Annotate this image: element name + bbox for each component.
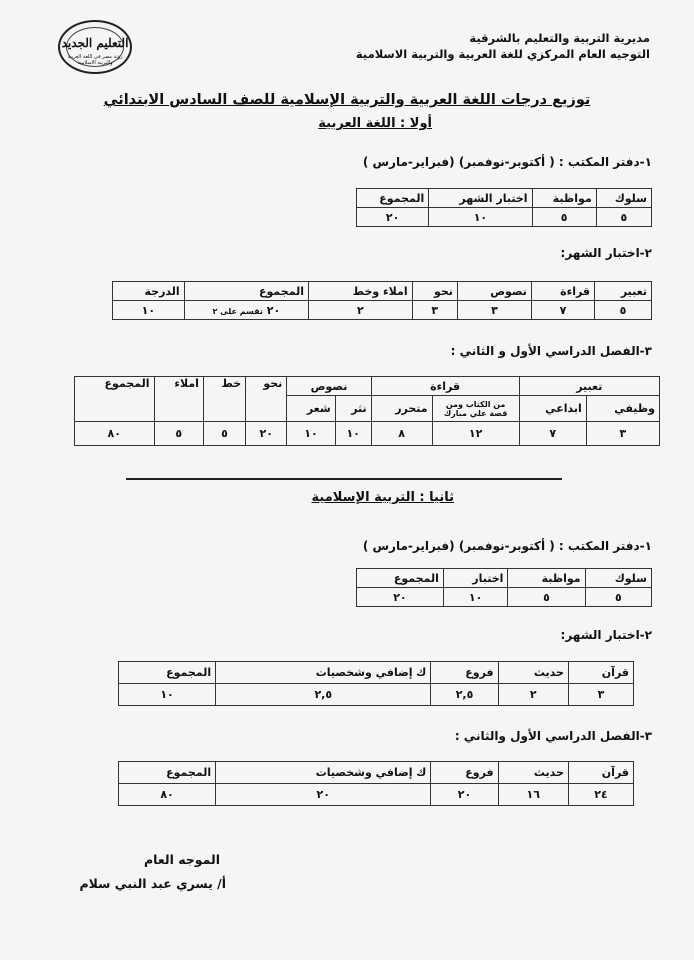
total-value: ٢٠: [266, 303, 281, 317]
table-cell: ٨٠: [75, 422, 155, 446]
islamic-office-table: [356, 568, 652, 607]
table-header: نحو: [246, 377, 287, 422]
table-header: خط: [203, 377, 245, 422]
table-header: فروع: [431, 762, 498, 784]
table-subheader: ابداعي: [519, 396, 586, 422]
table-subheader: شعر: [287, 396, 335, 422]
table-header: المجموع: [184, 282, 308, 301]
islamic-s1-label: ١-دفتر المكتب : ( أكتوبر-نوفمبر) (فبراير-مارس ): [362, 539, 652, 553]
table-header: تعبير: [595, 282, 652, 301]
table-cell: ٣: [412, 301, 457, 320]
table-cell: ٢,٥: [216, 684, 431, 706]
document-title: توزيع درجات اللغة العربية والتربية الإسلامية للصف السادس الابتدائي: [103, 92, 591, 108]
table-subheader: من الكتاب ومن قصة علي مبارك: [432, 396, 519, 422]
table-cell: ٢٤: [568, 784, 633, 806]
table-row: [357, 208, 652, 227]
table-header: المجموع: [75, 377, 155, 422]
table-cell: ٢: [498, 684, 568, 706]
table-cell: ١٠: [287, 422, 335, 446]
table-cell: ٥: [203, 422, 245, 446]
table-header: نصوص: [457, 282, 531, 301]
table-cell: [184, 301, 308, 320]
table-row: [119, 784, 634, 806]
logo-seal: [58, 20, 132, 74]
table-header: مواظبة: [508, 569, 585, 588]
table-row: [119, 762, 634, 784]
table-header: المجموع: [357, 189, 429, 208]
table-header: ك إضافي وشخصيات: [216, 662, 431, 684]
table-header: المجموع: [119, 662, 216, 684]
arabic-heading: أولا : اللغة العربية: [318, 116, 432, 131]
table-cell: ٢٠: [357, 208, 429, 227]
arabic-s2-label: ٢-اختبار الشهر:: [560, 246, 652, 260]
table-cell: ٨٠: [119, 784, 216, 806]
table-row: [113, 282, 652, 301]
table-row: [113, 301, 652, 320]
table-cell: ٥: [596, 208, 651, 227]
table-header: المجموع: [119, 762, 216, 784]
table-cell: ٨: [371, 422, 432, 446]
signature-name: أ/ يسري عبد النبي سلام: [79, 876, 226, 891]
signature-title: الموجه العام: [143, 852, 220, 867]
logo-text: التعليم الجديد: [61, 36, 129, 50]
table-subheader: نثر: [335, 396, 371, 422]
islamic-term-table: [118, 761, 634, 806]
table-cell: ١٠: [443, 588, 508, 607]
table-cell: ١٦: [498, 784, 568, 806]
table-cell: ٣: [457, 301, 531, 320]
table-cell: ٢٠: [246, 422, 287, 446]
table-header: سلوك: [596, 189, 651, 208]
islamic-monthly-table: [118, 661, 634, 706]
table-header: قرآن: [568, 762, 633, 784]
header-line-1: مديرية التربية والتعليم بالشرقية: [469, 31, 650, 45]
table-subheader: متحرر: [371, 396, 432, 422]
table-cell: ٥: [508, 588, 585, 607]
table-row: [119, 684, 634, 706]
section-divider: [126, 478, 562, 480]
table-header: ك إضافي وشخصيات: [216, 762, 431, 784]
table-cell: ٥: [585, 588, 651, 607]
table-cell: ١٠: [429, 208, 532, 227]
arabic-s3-label: ٣-الفصل الدراسي الأول و الثاني :: [450, 344, 652, 358]
arabic-monthly-table: [112, 281, 652, 320]
table-cell: ١٠: [119, 684, 216, 706]
table-header: مواظبة: [532, 189, 596, 208]
table-cell: ٣: [586, 422, 659, 446]
table-cell: ١٠: [113, 301, 185, 320]
header-line-2: التوجيه العام المركزي للغة العربية والتربية الاسلامية: [355, 47, 650, 61]
table-cell: ٧: [531, 301, 594, 320]
table-header: نحو: [412, 282, 457, 301]
logo-subtext: رؤية مصر في اللغة العربية والتربية الاسلامية: [67, 54, 123, 66]
table-cell: ٣: [568, 684, 633, 706]
table-header: اختبار الشهر: [429, 189, 532, 208]
table-header: حديث: [498, 662, 568, 684]
table-header: املاء وخط: [309, 282, 413, 301]
table-cell: ٥: [595, 301, 652, 320]
table-cell: ١٠: [335, 422, 371, 446]
table-row: [75, 377, 660, 396]
table-cell: ٢: [309, 301, 413, 320]
table-header: المجموع: [357, 569, 444, 588]
table-row: [357, 569, 652, 588]
islamic-s2-label: ٢-اختبار الشهر:: [560, 628, 652, 642]
table-row: [119, 662, 634, 684]
ministry-header: [356, 30, 650, 62]
islamic-heading: ثانيا : التربية الإسلامية: [311, 490, 454, 505]
table-cell: ١٢: [432, 422, 519, 446]
table-row: [75, 422, 660, 446]
table-header: نصوص: [287, 377, 371, 396]
table-header: تعبير: [519, 377, 659, 396]
table-cell: ٢٠: [216, 784, 431, 806]
arabic-s1-label: ١-دفتر المكتب : ( أكتوبر-نوفمبر) (فبراير-مارس ): [362, 155, 652, 169]
table-row: [357, 189, 652, 208]
table-cell: ٢,٥: [431, 684, 498, 706]
arabic-term-table: [74, 376, 660, 446]
table-header: قراءة: [531, 282, 594, 301]
table-header: اختبار: [443, 569, 508, 588]
arabic-office-table: [356, 188, 652, 227]
islamic-s3-label: ٣-الفصل الدراسي الأول والثاني :: [454, 729, 652, 743]
table-header: املاء: [154, 377, 203, 422]
table-header: حديث: [498, 762, 568, 784]
table-header: سلوك: [585, 569, 651, 588]
table-header: قراءة: [371, 377, 519, 396]
table-subheader: وظيفي: [586, 396, 659, 422]
table-header: فروع: [431, 662, 498, 684]
table-cell: ٥: [154, 422, 203, 446]
table-cell: ٧: [519, 422, 586, 446]
table-header: الدرجة: [113, 282, 185, 301]
table-header: قرآن: [568, 662, 633, 684]
table-cell: ٢٠: [357, 588, 444, 607]
table-row: [357, 588, 652, 607]
divide-note: تقسم على ٢: [212, 306, 263, 316]
table-cell: ٥: [532, 208, 596, 227]
table-cell: ٢٠: [431, 784, 498, 806]
